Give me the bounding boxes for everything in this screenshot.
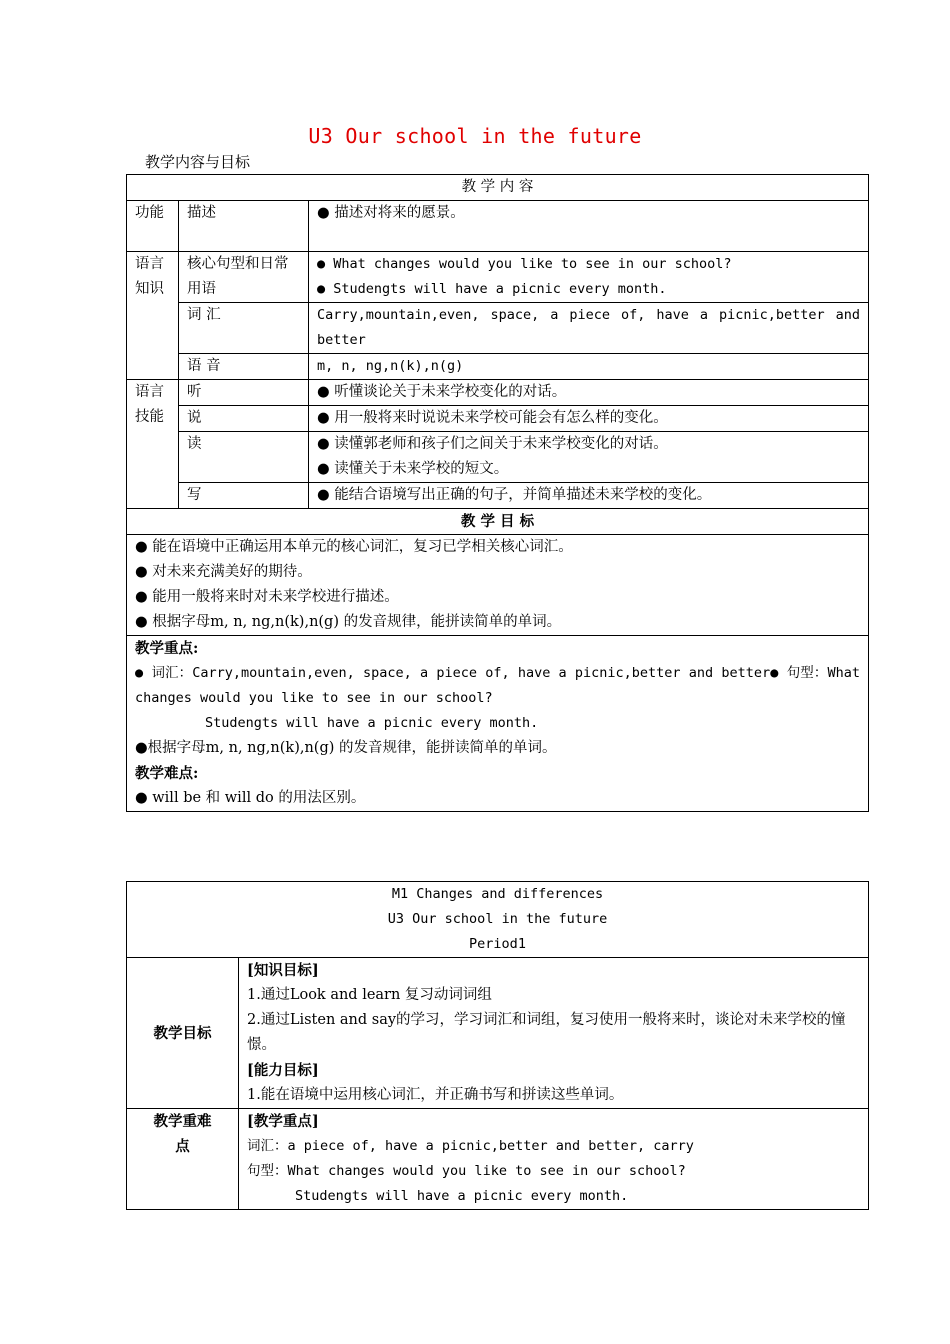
period-header — [127, 882, 869, 958]
module-title: M1 Changes and differences — [391, 886, 604, 902]
period-title: Period1 — [469, 936, 526, 952]
function-content: ● 描述对将来的愿景。 — [309, 201, 869, 252]
goal-item: ● 能在语境中正确运用本单元的核心词汇，复习已学相关核心词汇。 — [135, 539, 573, 555]
category-language-knowledge: 语言知识 — [127, 252, 179, 380]
knowledge-2: 2.通过Listen and say的学习，学习词汇和词组，复习使用一般将来时，谈论对未来学校的憧憬。 — [247, 1012, 846, 1053]
category-function: 功能 — [127, 201, 179, 252]
objectives-label: 教学目标 — [127, 958, 239, 1109]
goal-item: ● 对未来充满美好的期待。 — [135, 564, 312, 580]
document-subtitle: 教学内容与目标 — [145, 153, 251, 171]
ability-title: [能力目标] — [247, 1062, 319, 1079]
focus-sentence-2: Studengts will have a picnic every month. — [295, 1188, 629, 1204]
focus-label: 教学重难点 — [127, 1109, 239, 1210]
header-content: 教 学 内 容 — [127, 175, 869, 201]
focus-line-3: ●根据字母m, n, ng,n(k),n(g) 的发音规律，能拼读简单的单词。 — [135, 740, 557, 756]
read-content-2: ● 读懂关于未来学校的短文。 — [317, 461, 509, 477]
difficulty-line-1: ● will be 和 will do 的用法区别。 — [135, 790, 366, 806]
speak-content: ● 用一般将来时说说未来学校可能会有怎么样的变化。 — [309, 406, 869, 432]
focus-sentence: 句型：What changes would you like to see in our school? — [247, 1163, 686, 1179]
focus-vocab: 词汇：a piece of, have a picnic,better and better, carry — [247, 1138, 694, 1154]
listen-content: ● 听懂谈论关于未来学校变化的对话。 — [309, 380, 869, 406]
difficulty-title: 教学难点: — [135, 765, 199, 782]
goal-item: ● 根据字母m, n, ng,n(k),n(g) 的发音规律，能拼读简单的单词。 — [135, 614, 562, 630]
vocab-label: 词 汇 — [179, 303, 309, 354]
knowledge-1: 1.通过Look and learn 复习动词词组 — [247, 987, 492, 1003]
focus-line-1: ● 词汇：Carry,mountain,even, space, a piece of, have a picnic,better and better● 句型：What changes would you like to see in our school? — [135, 665, 860, 706]
read-label: 读 — [179, 432, 309, 483]
vocab-content: Carry,mountain,even, space, a piece of, have a picnic,better and better — [309, 303, 869, 354]
function-sub-label: 描述 — [179, 201, 309, 252]
unit-title: U3 Our school in the future — [387, 911, 608, 927]
period-table — [126, 881, 869, 1210]
write-content: ● 能结合语境写出正确的句子，并简单描述未来学校的变化。 — [309, 483, 869, 509]
focus-line-2: Studengts will have a picnic every month. — [205, 715, 539, 731]
ability-1: 1.能在语境中运用核心词汇，并正确书写和拼读这些单词。 — [247, 1087, 624, 1103]
goal-item: ● 能用一般将来时对未来学校进行描述。 — [135, 589, 399, 605]
phonics-content: m, n, ng,n(k),n(g) — [309, 354, 869, 380]
core-sentence-2: ● Studengts will have a picnic every month. — [317, 281, 667, 297]
core-sentences-label: 核心句型和日常用语 — [179, 252, 309, 303]
read-content-1: ● 读懂郭老师和孩子们之间关于未来学校变化的对话。 — [317, 436, 668, 452]
focus-title: 教学重点: — [135, 640, 199, 657]
core-sentence-1: ● What changes would you like to see in our school? — [317, 256, 732, 272]
header-goals: 教 学 目 标 — [127, 509, 869, 535]
phonics-label: 语 音 — [179, 354, 309, 380]
document-title: U3 Our school in the future — [308, 124, 642, 148]
write-label: 写 — [179, 483, 309, 509]
speak-label: 说 — [179, 406, 309, 432]
focus-difficulty-block — [127, 636, 869, 812]
content-goals-table — [126, 174, 869, 812]
focus-title-2: [教学重点] — [247, 1113, 319, 1130]
listen-label: 听 — [179, 380, 309, 406]
category-language-skills: 语言技能 — [127, 380, 179, 509]
goals-list — [127, 535, 869, 636]
knowledge-title: [知识目标] — [247, 962, 319, 979]
